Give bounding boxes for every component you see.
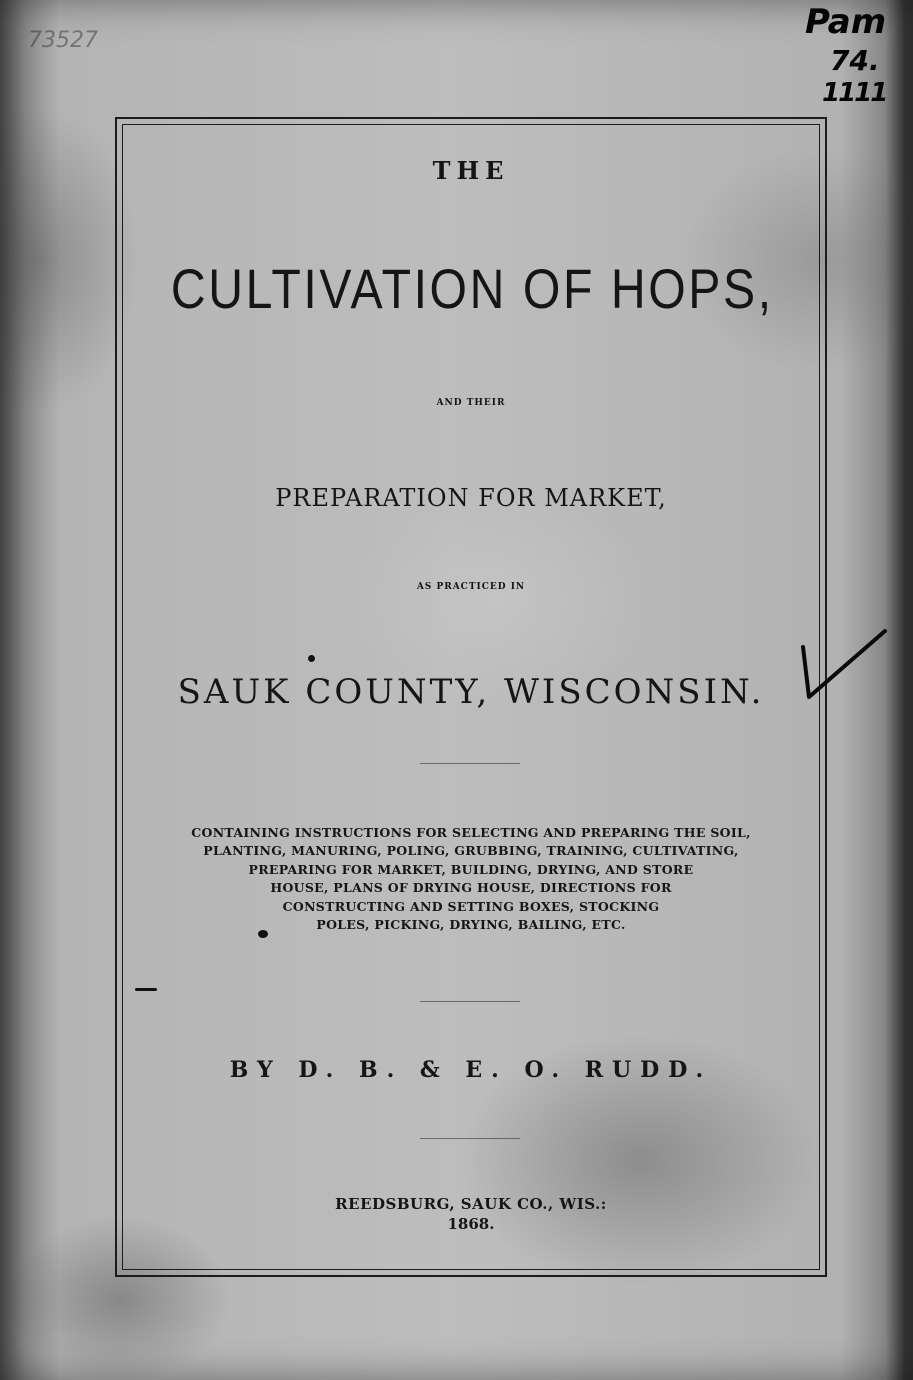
location-title: SAUK COUNTY, WISCONSIN. — [177, 672, 765, 712]
contents-description — [122, 824, 820, 934]
as-practiced-in-text: AS PRACTICED IN — [416, 582, 526, 592]
contents-line: HOUSE, PLANS OF DRYING HOUSE, DIRECTIONS FOR — [270, 880, 672, 896]
contents-line: POLES, PICKING, DRYING, BAILING, ETC. — [316, 917, 626, 933]
ink-speck — [258, 930, 268, 938]
authors-line: BY D. B. & E. O. RUDD. — [229, 1057, 713, 1083]
and-their-text: AND THEIR — [436, 398, 506, 408]
handwritten-check-mark-icon — [795, 625, 890, 710]
publication-year: 1868. — [447, 1215, 495, 1233]
handwritten-pam: Pam — [805, 2, 887, 42]
contents-line: PLANTING, MANURING, POLING, GRUBBING, TRAINING, CULTIVATING, — [203, 843, 739, 859]
divider-rule — [420, 1001, 520, 1002]
faint-accession-number: 73527 — [28, 28, 98, 53]
handwritten-tally-marks: 1111 — [822, 78, 887, 108]
title-article: THE — [432, 156, 510, 185]
ink-speck — [308, 655, 315, 662]
handwritten-number: 74. — [830, 44, 880, 77]
contents-line: PREPARING FOR MARKET, BUILDING, DRYING, AND STORE — [248, 861, 694, 877]
ink-speck — [135, 988, 157, 991]
subtitle: PREPARATION FOR MARKET, — [275, 484, 667, 512]
divider-rule — [420, 1138, 520, 1139]
publisher-line: REEDSBURG, SAUK CO., WIS.: — [335, 1195, 607, 1213]
main-title: CULTIVATION OF HOPS, — [170, 257, 774, 320]
contents-line: CONSTRUCTING AND SETTING BOXES, STOCKING — [282, 898, 660, 914]
divider-rule — [420, 763, 520, 764]
contents-line: CONTAINING INSTRUCTIONS FOR SELECTING AND PREPARING THE SOIL, — [191, 825, 751, 840]
